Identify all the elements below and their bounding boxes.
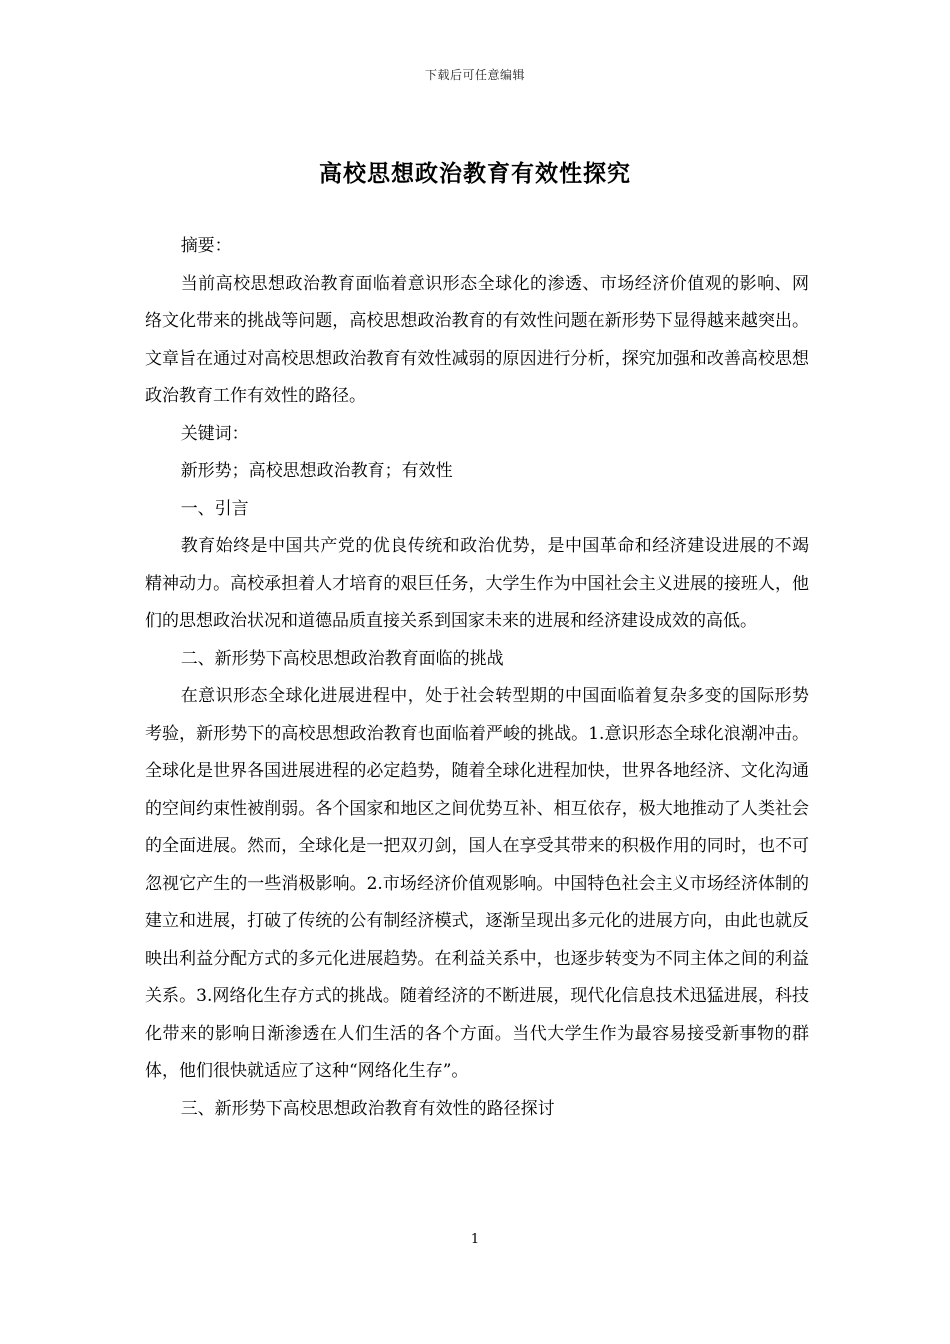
header-note: 下载后可任意编辑 xyxy=(424,68,525,82)
section-heading-intro: 一、引言 xyxy=(180,498,249,519)
document-body xyxy=(145,228,809,1128)
keywords-heading: 关键词： xyxy=(180,423,249,444)
challenges-paragraph: 在意识形态全球化进展进程中，处于社会转型期的中国面临着复杂多变的国际形势考验，新形势下的高校思想政治教育也面临着严峻的挑战。1.意识形态全球化浪潮冲击。全球化是世界各国进展进程的必定趋势，随着全球化进程加快，世界各地经济、文化沟通的空间约束性被削弱。各个国家和地区之间优势互补、相互依存，极大地推动了人类社会的全面进展。然而，全球化是一把双刃剑，国人在享受其带来的积极作用的同时，也不可忽视它产生的一些消极影响。2.市场经济价值观影响。中国特色社会主义市场经济体制的建立和进展，打破了传统的公有制经济模式，逐渐呈现出多元化的进展方向，由此也就反映出利益分配方式的多元化进展趋势。在利益关系中，也逐步转变为不同主体之间的利益关系。3.网络化生存方式的挑战。随着经济的不断进展，现代化信息技术迅猛进展，科技化带来的影响日渐渗透在人们生活的各个方面。当代大学生作为最容易接受新事物的群体，他们很快就适应了这种“网络化生存”。 xyxy=(145,686,809,1081)
abstract-paragraph: 当前高校思想政治教育面临着意识形态全球化的渗透、市场经济价值观的影响、网络文化带来的挑战等问题，高校思想政治教育的有效性问题在新形势下显得越来越突出。文章旨在通过对高校思想政治教育有效性减弱的原因进行分析，探究加强和改善高校思想政治教育工作有效性的路径。 xyxy=(145,273,809,406)
keywords-paragraph: 新形势；高校思想政治教育；有效性 xyxy=(180,461,453,481)
abstract-heading: 摘要： xyxy=(180,236,232,256)
document-title: 高校思想政治教育有效性探究 xyxy=(319,160,631,187)
section-heading-challenges: 二、新形势下高校思想政治教育面临的挑战 xyxy=(180,648,504,669)
intro-paragraph: 教育始终是中国共产党的优良传统和政治优势，是中国革命和经济建设进展的不竭精神动力。高校承担着人才培育的艰巨任务，大学生作为中国社会主义进展的接班人，他们的思想政治状况和道德品质直接关系到国家未来的进展和经济建设成效的高低。 xyxy=(145,536,809,631)
section-heading-paths: 三、新形势下高校思想政治教育有效性的路径探讨 xyxy=(180,1098,555,1119)
page-number: 1 xyxy=(470,1232,480,1247)
